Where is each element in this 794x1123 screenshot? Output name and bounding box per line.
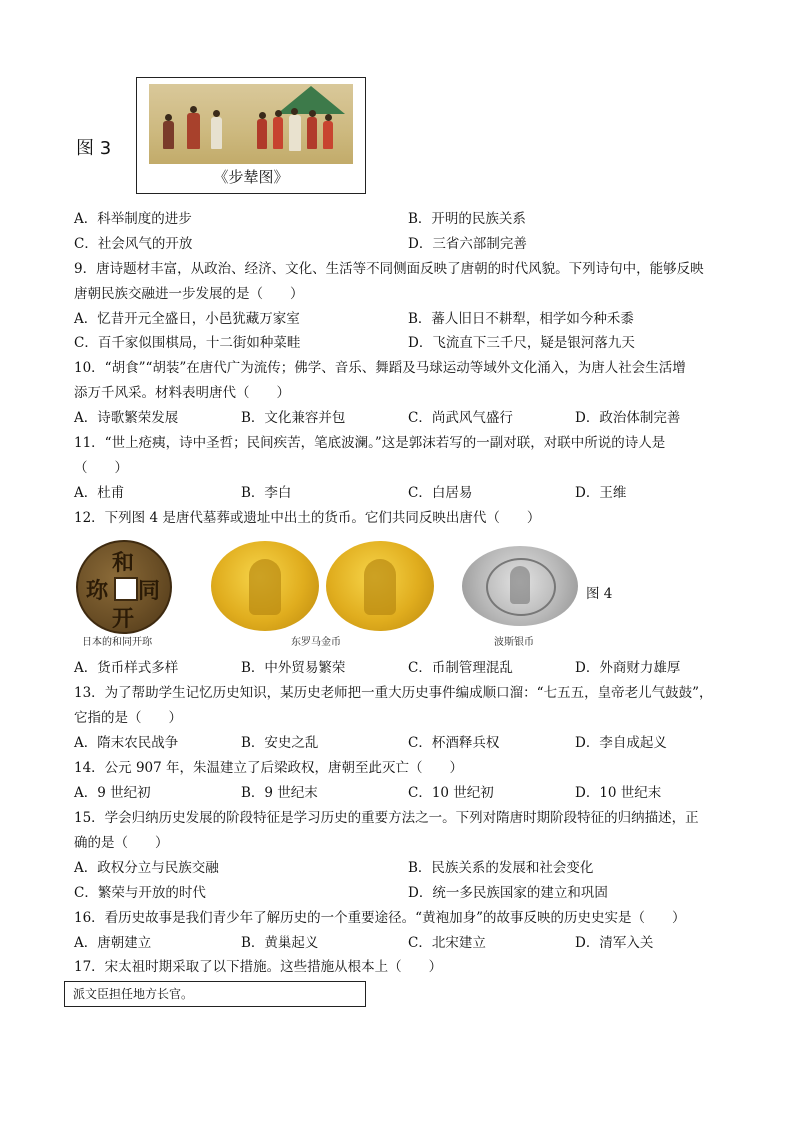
persian-coin-image xyxy=(462,546,578,626)
q17-material-box xyxy=(64,981,366,1007)
q10-option-a: A．诗歌繁荣发展 xyxy=(74,410,179,426)
japan-coin-char-bottom: 开 xyxy=(112,606,135,632)
q8-option-d: D．三省六部制完善 xyxy=(408,236,527,252)
q9-option-b: B．蕃人旧日不耕犁，相学如今种禾黍 xyxy=(408,311,634,327)
persian-coin-label: 波斯银币 xyxy=(494,637,534,648)
q12-option-c: C．币制管理混乱 xyxy=(408,660,513,676)
byzantine-coin-reverse-image xyxy=(326,541,434,631)
q14-option-d: D．10 世纪末 xyxy=(575,785,662,801)
q12-option-d: D．外商财力雄厚 xyxy=(575,660,681,676)
figure3-label: 图 3 xyxy=(76,138,112,159)
byzantine-coin-obverse-image xyxy=(211,541,319,631)
q15-option-d: D．统一多民族国家的建立和巩固 xyxy=(408,885,608,901)
q9-stem-line1: 9．唐诗题材丰富，从政治、经济、文化、生活等不同侧面反映了唐朝的时代风貌。下列诗句中，能够反映 xyxy=(74,261,704,277)
q10-stem-line2: 添万千风采。材料表明唐代（ ） xyxy=(74,385,290,401)
japan-coin-image xyxy=(76,540,172,634)
q16-option-a: A．唐朝建立 xyxy=(74,935,152,951)
q10-stem-line1: 10．“胡食”“胡装”在唐代广为流传；佛学、音乐、舞蹈及马球运动等域外文化涌入，为唐人社会生活增 xyxy=(74,360,686,376)
byzantine-coin-label: 东罗马金币 xyxy=(291,637,341,648)
q13-stem-line2: 它指的是（ ） xyxy=(74,710,182,726)
q11-stem-line1: 11．“世上疮痍，诗中圣哲；民间疾苦，笔底波澜。”这是郭沫若写的一副对联，对联中所说的诗人是 xyxy=(74,435,666,451)
q14-option-b: B．9 世纪末 xyxy=(241,785,318,801)
japan-coin-label: 日本的和同开珎 xyxy=(82,637,152,648)
q11-option-a: A．杜甫 xyxy=(74,485,125,501)
q14-stem: 14．公元 907 年，朱温建立了后梁政权，唐朝至此灭亡（ ） xyxy=(74,760,464,776)
q14-option-c: C．10 世纪初 xyxy=(408,785,494,801)
q16-option-b: B．黄巢起义 xyxy=(241,935,319,951)
q13-option-a: A．隋末农民战争 xyxy=(74,735,179,751)
q13-option-b: B．安史之乱 xyxy=(241,735,319,751)
q10-option-b: B．文化兼容并包 xyxy=(241,410,346,426)
q11-option-c: C．白居易 xyxy=(408,485,473,501)
q15-option-a: A．政权分立与民族交融 xyxy=(74,860,219,876)
q9-option-d: D．飞流直下三千尺，疑是银河落九天 xyxy=(408,335,635,351)
q8-option-c: C．社会风气的开放 xyxy=(74,236,193,252)
figure3-frame xyxy=(136,77,366,194)
q15-stem-line2: 确的是（ ） xyxy=(74,835,169,851)
q8-option-b: B．开明的民族关系 xyxy=(408,211,526,227)
q13-option-d: D．李自成起义 xyxy=(575,735,667,751)
q9-option-a: A．忆昔开元全盛日，小邑犹藏万家室 xyxy=(74,311,300,327)
bunian-painting-image xyxy=(149,84,353,164)
q15-option-c: C．繁荣与开放的时代 xyxy=(74,885,206,901)
figure4-label: 图 4 xyxy=(586,586,613,602)
q16-option-c: C．北宋建立 xyxy=(408,935,486,951)
japan-coin-char-top: 和 xyxy=(112,550,135,576)
q9-option-c: C．百千家似围棋局，十二街如种菜畦 xyxy=(74,335,301,351)
japan-coin-char-right: 同 xyxy=(138,578,161,604)
q15-stem-line1: 15．学会归纳历史发展的阶段特征是学习历史的重要方法之一。下列对隋唐时期阶段特征的归纳描述，正 xyxy=(74,810,699,826)
q16-option-d: D．清军入关 xyxy=(575,935,654,951)
q17-stem: 17．宋太祖时期采取了以下措施。这些措施从根本上（ ） xyxy=(74,959,443,975)
q11-option-b: B．李白 xyxy=(241,485,292,501)
q12-stem: 12．下列图 4 是唐代墓葬或遗址中出土的货币。它们共同反映出唐代（ ） xyxy=(74,510,541,526)
q14-option-a: A．9 世纪初 xyxy=(74,785,151,801)
japan-coin-char-left: 珎 xyxy=(86,578,109,604)
q17-material-text: 派文臣担任地方长官。 xyxy=(73,987,194,1001)
q16-stem: 16．看历史故事是我们青少年了解历史的一个重要途径。“黄袍加身”的故事反映的历史史实是（ ） xyxy=(74,910,686,926)
q13-stem-line1: 13．为了帮助学生记忆历史知识，某历史老师把一重大历史事件编成顺口溜：“七五五，皇帝老儿气鼓鼓”， xyxy=(74,685,713,701)
q12-option-b: B．中外贸易繁荣 xyxy=(241,660,346,676)
q10-option-c: C．尚武风气盛行 xyxy=(408,410,513,426)
q13-option-c: C．杯酒释兵权 xyxy=(408,735,500,751)
q10-option-d: D．政治体制完善 xyxy=(575,410,681,426)
q11-option-d: D．王维 xyxy=(575,485,627,501)
q12-option-a: A．货币样式多样 xyxy=(74,660,179,676)
q11-stem-line2: （ ） xyxy=(74,460,128,476)
figure3-caption: 《步辇图》 xyxy=(213,168,289,186)
q8-option-a: A．科举制度的进步 xyxy=(74,211,192,227)
q9-stem-line2: 唐朝民族交融进一步发展的是（ ） xyxy=(74,286,304,302)
q15-option-b: B．民族关系的发展和社会变化 xyxy=(408,860,594,876)
